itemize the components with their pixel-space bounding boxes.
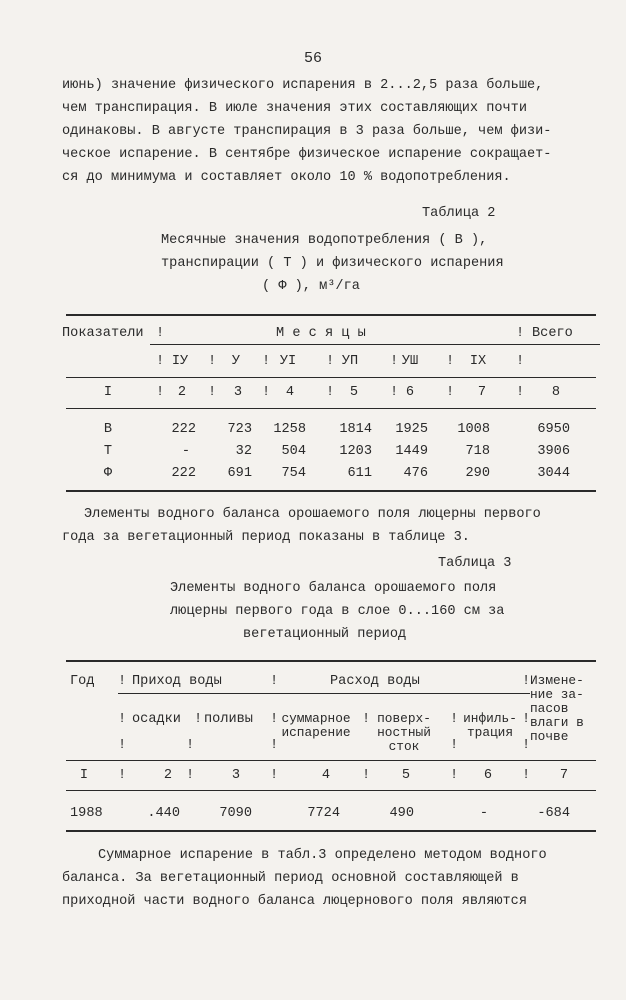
table-rule — [66, 790, 596, 791]
table-rule — [66, 314, 596, 316]
table-cell: 611 — [347, 466, 372, 481]
text-line: Суммарное испарение в табл.3 определено методом водного — [98, 848, 547, 863]
header-change: Измене- ние за- пасов влаги в почве — [530, 673, 584, 744]
column-number: 3 — [231, 768, 241, 783]
month-header: УI — [279, 354, 297, 369]
sub-infil: инфиль- трация — [463, 711, 517, 740]
sub-irrig: поливы — [204, 712, 253, 727]
table-cell: 504 — [281, 444, 306, 459]
month-header: У — [231, 354, 241, 369]
row-year: 1988 — [70, 806, 103, 821]
column-number: I — [79, 768, 89, 783]
header-income: Приход воды — [132, 674, 222, 689]
text-line: ся до минимума и составляет около 10 % водопотребления. — [62, 170, 511, 185]
row-label: Ф — [103, 466, 113, 481]
header-expense: Расход воды — [330, 674, 420, 689]
table-cell: 222 — [171, 466, 196, 481]
table2-caption — [0, 229, 626, 298]
table-cell: .440 — [147, 806, 180, 821]
col-separator: ! — [516, 326, 525, 341]
text-line: ческое испарение. В сентябре физическое испарение сокращает- — [62, 147, 552, 162]
caption-line: вегетационный период — [243, 627, 407, 642]
sub-evap: суммарное испарение — [281, 711, 351, 740]
table-cell: 3906 — [537, 444, 570, 459]
table-cell: 490 — [389, 806, 414, 821]
caption-line: Элементы водного баланса орошаемого поля — [170, 581, 497, 596]
column-number: 2 — [163, 768, 173, 783]
table-cell: 1925 — [395, 422, 428, 437]
final-paragraph — [62, 844, 608, 913]
column-number: I — [103, 385, 113, 400]
header-months: М е с я ц ы — [276, 326, 366, 341]
text-line: года за вегетационный период показаны в таблице 3. — [62, 530, 470, 545]
text-line: приходной части водного баланса люцернового поля являются — [62, 894, 527, 909]
table-cell: 1008 — [457, 422, 490, 437]
column-number: 8 — [551, 385, 561, 400]
column-number: 6 — [483, 768, 493, 783]
intro-paragraph — [62, 74, 608, 189]
header-year: Год — [70, 674, 95, 689]
header-indicators: Показатели — [62, 326, 144, 341]
month-header: IX — [469, 354, 487, 369]
table-cell: - — [479, 806, 489, 821]
column-number: 3 — [233, 385, 243, 400]
page-number: 56 — [303, 50, 322, 67]
column-number: 7 — [559, 768, 569, 783]
table-cell: 1814 — [339, 422, 372, 437]
sub-underline — [118, 693, 530, 694]
column-number: 2 — [177, 385, 187, 400]
table-cell: 3044 — [537, 466, 570, 481]
month-header: IУ — [171, 354, 189, 369]
col-separator: ! — [156, 326, 165, 341]
table-cell: 290 — [465, 466, 490, 481]
table-cell: 476 — [403, 466, 428, 481]
sub-runoff: поверх- ностный сток — [377, 711, 431, 754]
sub-precip: осадки — [132, 712, 181, 727]
column-number: 6 — [405, 385, 415, 400]
caption-line: Месячные значения водопотребления ( В ), — [161, 233, 488, 248]
middle-paragraph — [62, 503, 608, 549]
text-line: июнь) значение физического испарения в 2...2,5 раза больше, — [62, 78, 544, 93]
table-cell: 32 — [235, 444, 252, 459]
text-line: Элементы водного баланса орошаемого поля люцерны первого — [84, 507, 541, 522]
table-cell: 1203 — [339, 444, 372, 459]
table-cell: 691 — [227, 466, 252, 481]
caption-line: ( Ф ), м³/га — [262, 279, 360, 294]
table-cell: 222 — [171, 422, 196, 437]
text-line: чем транспирация. В июле значения этих составляющих почти — [62, 101, 527, 116]
table-cell: 754 — [281, 466, 306, 481]
text-line: одинаковы. В августе транспирация в 3 раза больше, чем физи- — [62, 124, 552, 139]
table3-number: Таблица 3 — [438, 556, 512, 571]
column-number: 4 — [285, 385, 295, 400]
caption-line: люцерны первого года в слое 0...160 см за — [170, 604, 505, 619]
table-cell: -684 — [537, 806, 570, 821]
months-underline — [150, 344, 600, 345]
table3-caption — [0, 577, 626, 646]
text-line: баланса. За вегетационный период основной составляющей в — [62, 871, 519, 886]
table-cell: 7724 — [307, 806, 340, 821]
row-label: В — [103, 422, 113, 437]
column-number: 5 — [349, 385, 359, 400]
table-cell: 718 — [465, 444, 490, 459]
month-header: УП — [341, 354, 359, 369]
caption-line: транспирации ( Т ) и физического испарения — [161, 256, 504, 271]
column-number: 4 — [321, 768, 331, 783]
table2-number: Таблица 2 — [422, 206, 496, 221]
table-rule — [66, 377, 596, 378]
table-rule — [66, 408, 596, 409]
header-total: Всего — [532, 326, 573, 341]
column-number: 5 — [401, 768, 411, 783]
table-rule — [66, 760, 596, 761]
month-header: УШ — [401, 354, 419, 369]
table-cell: 723 — [227, 422, 252, 437]
column-number: 7 — [477, 385, 487, 400]
table-rule — [66, 830, 596, 832]
table-cell: 7090 — [219, 806, 252, 821]
table-cell: 1449 — [395, 444, 428, 459]
table-rule — [66, 660, 596, 662]
table-cell: 1258 — [273, 422, 306, 437]
table-cell: 6950 — [537, 422, 570, 437]
table-cell: - — [181, 444, 190, 459]
row-label: Т — [103, 444, 113, 459]
table-rule — [66, 490, 596, 492]
